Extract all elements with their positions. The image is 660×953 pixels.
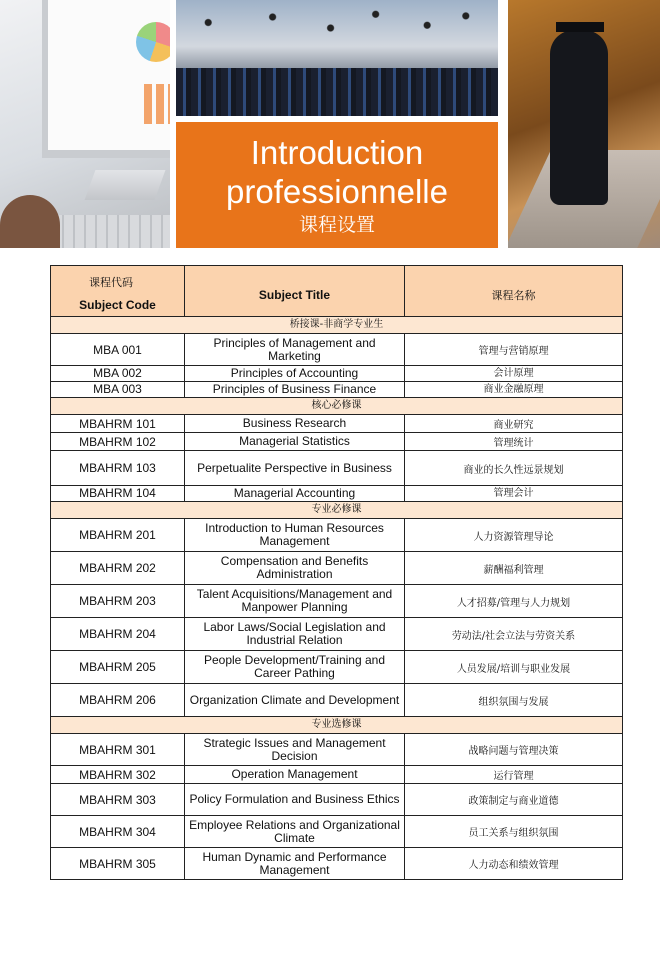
thrown-caps-graphic — [176, 6, 498, 61]
page-title-chinese: 课程设置 — [298, 214, 375, 236]
subject-title: Principles of Management and Marketing — [185, 334, 405, 366]
subject-title-cn: 政策制定与商业道德 — [405, 784, 623, 816]
table-row — [51, 415, 623, 433]
header-code-en: Subject Code — [79, 298, 156, 312]
subject-title: Business Research — [185, 415, 405, 433]
table-row — [51, 519, 623, 552]
subject-title-cn: 组织氛围与发展 — [405, 684, 623, 717]
header-banner — [0, 0, 660, 250]
subject-code: MBAHRM 205 — [51, 651, 185, 684]
table-row — [51, 651, 623, 684]
subject-title-cn: 管理与营销原理 — [405, 334, 623, 366]
table-row — [51, 618, 623, 651]
section-label: 核心必修课 — [51, 398, 623, 415]
graduation-cap-icon — [556, 22, 604, 32]
subject-code: MBAHRM 103 — [51, 451, 185, 486]
monitor-stand-graphic — [85, 170, 166, 200]
subject-code: MBAHRM 102 — [51, 433, 185, 451]
subject-title: Operation Management — [185, 766, 405, 784]
table-row — [51, 684, 623, 717]
page-title-line1: Introduction — [250, 134, 424, 171]
table-row — [51, 552, 623, 585]
subject-title-cn: 管理统计 — [405, 433, 623, 451]
section-row — [51, 717, 623, 734]
table-header-row — [51, 266, 623, 317]
section-label: 桥接课-非商学专业生 — [51, 317, 623, 334]
subject-title: Principles of Business Finance — [185, 382, 405, 398]
table-row — [51, 766, 623, 784]
table-row — [51, 451, 623, 486]
subject-title: Policy Formulation and Business Ethics — [185, 784, 405, 816]
course-table — [50, 265, 623, 880]
subject-title: Strategic Issues and Management Decision — [185, 734, 405, 766]
subject-title: Perpetualite Perspective in Business — [185, 451, 405, 486]
subject-code: MBAHRM 104 — [51, 486, 185, 502]
subject-code: MBA 002 — [51, 366, 185, 382]
subject-title: Principles of Accounting — [185, 366, 405, 382]
subject-code: MBAHRM 201 — [51, 519, 185, 552]
computer-chart-photo — [0, 0, 170, 248]
subject-title-cn: 员工关系与组织氛围 — [405, 816, 623, 848]
section-row — [51, 398, 623, 415]
section-label: 专业必修课 — [51, 502, 623, 519]
subject-code: MBAHRM 303 — [51, 784, 185, 816]
graduate-walking-photo — [508, 0, 660, 248]
subject-title: Introduction to Human Resources Management — [185, 519, 405, 552]
table-row — [51, 334, 623, 366]
subject-code: MBA 001 — [51, 334, 185, 366]
subject-code: MBAHRM 305 — [51, 848, 185, 880]
header-subject-code — [51, 266, 185, 317]
section-label: 专业选修课 — [51, 717, 623, 734]
section-row — [51, 502, 623, 519]
table-row — [51, 816, 623, 848]
graduation-ceremony-photo — [176, 0, 498, 116]
subject-code: MBA 003 — [51, 382, 185, 398]
subject-title: Labor Laws/Social Legislation and Industrial Relation — [185, 618, 405, 651]
subject-code: MBAHRM 101 — [51, 415, 185, 433]
subject-title-cn: 商业金融原理 — [405, 382, 623, 398]
section-row — [51, 317, 623, 334]
subject-title: Human Dynamic and Performance Management — [185, 848, 405, 880]
subject-title-cn: 人才招募/管理与人力规划 — [405, 585, 623, 618]
page-title-line2: professionnelle — [226, 173, 448, 210]
subject-title: People Development/Training and Career Pathing — [185, 651, 405, 684]
pie-chart-graphic — [136, 22, 170, 62]
subject-title-cn: 商业的长久性远景规划 — [405, 451, 623, 486]
subject-code: MBAHRM 204 — [51, 618, 185, 651]
title-box — [176, 122, 498, 248]
subject-code: MBAHRM 203 — [51, 585, 185, 618]
subject-title-cn: 劳动法/社会立法与劳资关系 — [405, 618, 623, 651]
monitor-graphic — [42, 0, 170, 158]
subject-title-cn: 战略问题与管理决策 — [405, 734, 623, 766]
header-title-cn: 课程名称 — [405, 266, 623, 317]
subject-title-cn: 商业研究 — [405, 415, 623, 433]
subject-title-cn: 人力动态和绩效管理 — [405, 848, 623, 880]
subject-title-cn: 会计原理 — [405, 366, 623, 382]
table-row — [51, 486, 623, 502]
graduates-crowd-graphic — [176, 68, 498, 116]
subject-title-cn: 人员发展/培训与职业发展 — [405, 651, 623, 684]
subject-title: Managerial Statistics — [185, 433, 405, 451]
subject-title: Organization Climate and Development — [185, 684, 405, 717]
subject-code: MBAHRM 202 — [51, 552, 185, 585]
subject-code: MBAHRM 302 — [51, 766, 185, 784]
subject-title: Talent Acquisitions/Management and Manpower Planning — [185, 585, 405, 618]
subject-title-cn: 管理会计 — [405, 486, 623, 502]
subject-code: MBAHRM 304 — [51, 816, 185, 848]
table-row — [51, 734, 623, 766]
subject-code: MBAHRM 206 — [51, 684, 185, 717]
subject-title: Employee Relations and Organizational Climate — [185, 816, 405, 848]
table-row — [51, 382, 623, 398]
table-row — [51, 848, 623, 880]
table-row — [51, 585, 623, 618]
hand-graphic — [0, 195, 60, 248]
subject-code: MBAHRM 301 — [51, 734, 185, 766]
header-code-cn: 课程代码 — [89, 276, 133, 289]
table-row — [51, 433, 623, 451]
bar-chart-graphic — [144, 84, 170, 124]
subject-title-cn: 运行管理 — [405, 766, 623, 784]
subject-title: Managerial Accounting — [185, 486, 405, 502]
table-row — [51, 366, 623, 382]
subject-title-cn: 薪酬福利管理 — [405, 552, 623, 585]
subject-title-cn: 人力资源管理导论 — [405, 519, 623, 552]
header-subject-title: Subject Title — [185, 266, 405, 317]
graduate-figure-graphic — [550, 30, 608, 205]
table-row — [51, 784, 623, 816]
subject-title: Compensation and Benefits Administration — [185, 552, 405, 585]
